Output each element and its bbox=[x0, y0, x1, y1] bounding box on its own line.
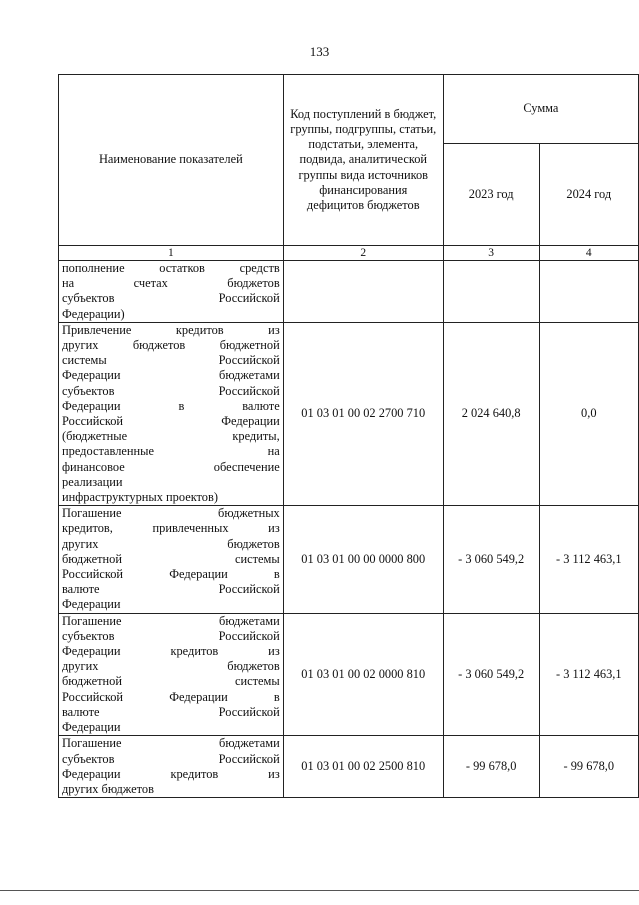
column-number: 2 bbox=[283, 246, 443, 261]
row-name-line: Федерации кредитов из bbox=[62, 644, 280, 659]
row-name-line: Федерации в валюте bbox=[62, 398, 280, 413]
row-name-line: Погашение бюджетами bbox=[62, 613, 280, 628]
row-name-line: субъектов Российской bbox=[62, 383, 280, 398]
row-name-line: Федерации) bbox=[62, 306, 125, 321]
row-name-line: Федерации бюджетами bbox=[62, 368, 280, 383]
row-name bbox=[59, 506, 284, 613]
row-name-line: других бюджетов bbox=[62, 536, 280, 551]
row-name-line: Погашение бюджетных bbox=[62, 506, 280, 521]
table-row bbox=[59, 736, 639, 798]
header-name: Наименование показателей bbox=[59, 75, 284, 246]
page-bottom-rule bbox=[0, 890, 639, 891]
header-code: Код поступлений в бюджет, группы, подгруппы, статьи, подстатьи, элемента, подвида, аналитической группы вида источников финансирования дефицитов бюджетов bbox=[283, 75, 443, 246]
row-code: 01 03 01 00 02 2700 710 bbox=[283, 322, 443, 505]
header-sum: Сумма bbox=[443, 75, 638, 144]
table-row bbox=[59, 261, 639, 323]
row-value-2023: 2 024 640,8 bbox=[443, 322, 539, 505]
row-name-line: субъектов Российской bbox=[62, 628, 280, 643]
row-name bbox=[59, 261, 284, 323]
column-number: 3 bbox=[443, 246, 539, 261]
row-name-line: бюджетной системы bbox=[62, 551, 280, 566]
row-name-line: валюте Российской bbox=[62, 704, 280, 719]
page-number: 133 bbox=[309, 44, 330, 59]
row-value-2024: - 3 112 463,1 bbox=[539, 613, 638, 736]
row-name-line: Погашение бюджетами bbox=[62, 736, 280, 751]
row-name-line: на счетах бюджетов bbox=[62, 276, 280, 291]
row-code: 01 03 01 00 00 0000 800 bbox=[283, 506, 443, 613]
row-name-line: других бюджетов bbox=[62, 781, 154, 796]
row-name bbox=[59, 613, 284, 736]
row-name-line: Федерации кредитов из bbox=[62, 766, 280, 781]
row-name-line: других бюджетов bbox=[62, 659, 280, 674]
row-value-2023: - 99 678,0 bbox=[443, 736, 539, 798]
row-name bbox=[59, 736, 284, 798]
column-number: 4 bbox=[539, 246, 638, 261]
row-code bbox=[283, 261, 443, 323]
row-name-line: финансовое обеспечение bbox=[62, 459, 280, 474]
row-name-line: Федерации bbox=[62, 597, 121, 612]
column-numbers-row bbox=[59, 246, 639, 261]
row-name-line: бюджетной системы bbox=[62, 674, 280, 689]
header-year-2024: 2024 год bbox=[539, 144, 638, 246]
row-code: 01 03 01 00 02 2500 810 bbox=[283, 736, 443, 798]
row-name-line: Российской Федерации в bbox=[62, 567, 280, 582]
row-name-line: системы Российской bbox=[62, 353, 280, 368]
row-name-line: пополнение остатков средств bbox=[62, 261, 280, 275]
row-name-line: инфраструктурных проектов) bbox=[62, 490, 218, 505]
table-row bbox=[59, 322, 639, 505]
row-name-line: валюте Российской bbox=[62, 582, 280, 597]
row-name-line: предоставленные на bbox=[62, 444, 280, 459]
row-name-line: субъектов Российской bbox=[62, 291, 280, 306]
row-value-2024 bbox=[539, 261, 638, 323]
budget-sources-table bbox=[58, 74, 639, 798]
table-row bbox=[59, 613, 639, 736]
row-value-2023: - 3 060 549,2 bbox=[443, 506, 539, 613]
row-name-line: (бюджетные кредиты, bbox=[62, 429, 280, 444]
row-value-2024: - 3 112 463,1 bbox=[539, 506, 638, 613]
row-name-line: Федерации bbox=[62, 720, 121, 735]
row-name-line: Российской Федерации bbox=[62, 414, 280, 429]
row-code: 01 03 01 00 02 0000 810 bbox=[283, 613, 443, 736]
row-name-line: реализации bbox=[62, 474, 123, 489]
row-value-2024: - 99 678,0 bbox=[539, 736, 638, 798]
row-name bbox=[59, 322, 284, 505]
column-number: 1 bbox=[59, 246, 284, 261]
table-row bbox=[59, 506, 639, 613]
row-name-line: других бюджетов бюджетной bbox=[62, 338, 280, 353]
row-name-line: Привлечение кредитов из bbox=[62, 322, 280, 337]
row-value-2024: 0,0 bbox=[539, 322, 638, 505]
row-value-2023: - 3 060 549,2 bbox=[443, 613, 539, 736]
row-name-line: Российской Федерации в bbox=[62, 689, 280, 704]
row-name-line: субъектов Российской bbox=[62, 751, 280, 766]
row-name-line: кредитов, привлеченных из bbox=[62, 521, 280, 536]
row-value-2023 bbox=[443, 261, 539, 323]
header-year-2023: 2023 год bbox=[443, 144, 539, 246]
